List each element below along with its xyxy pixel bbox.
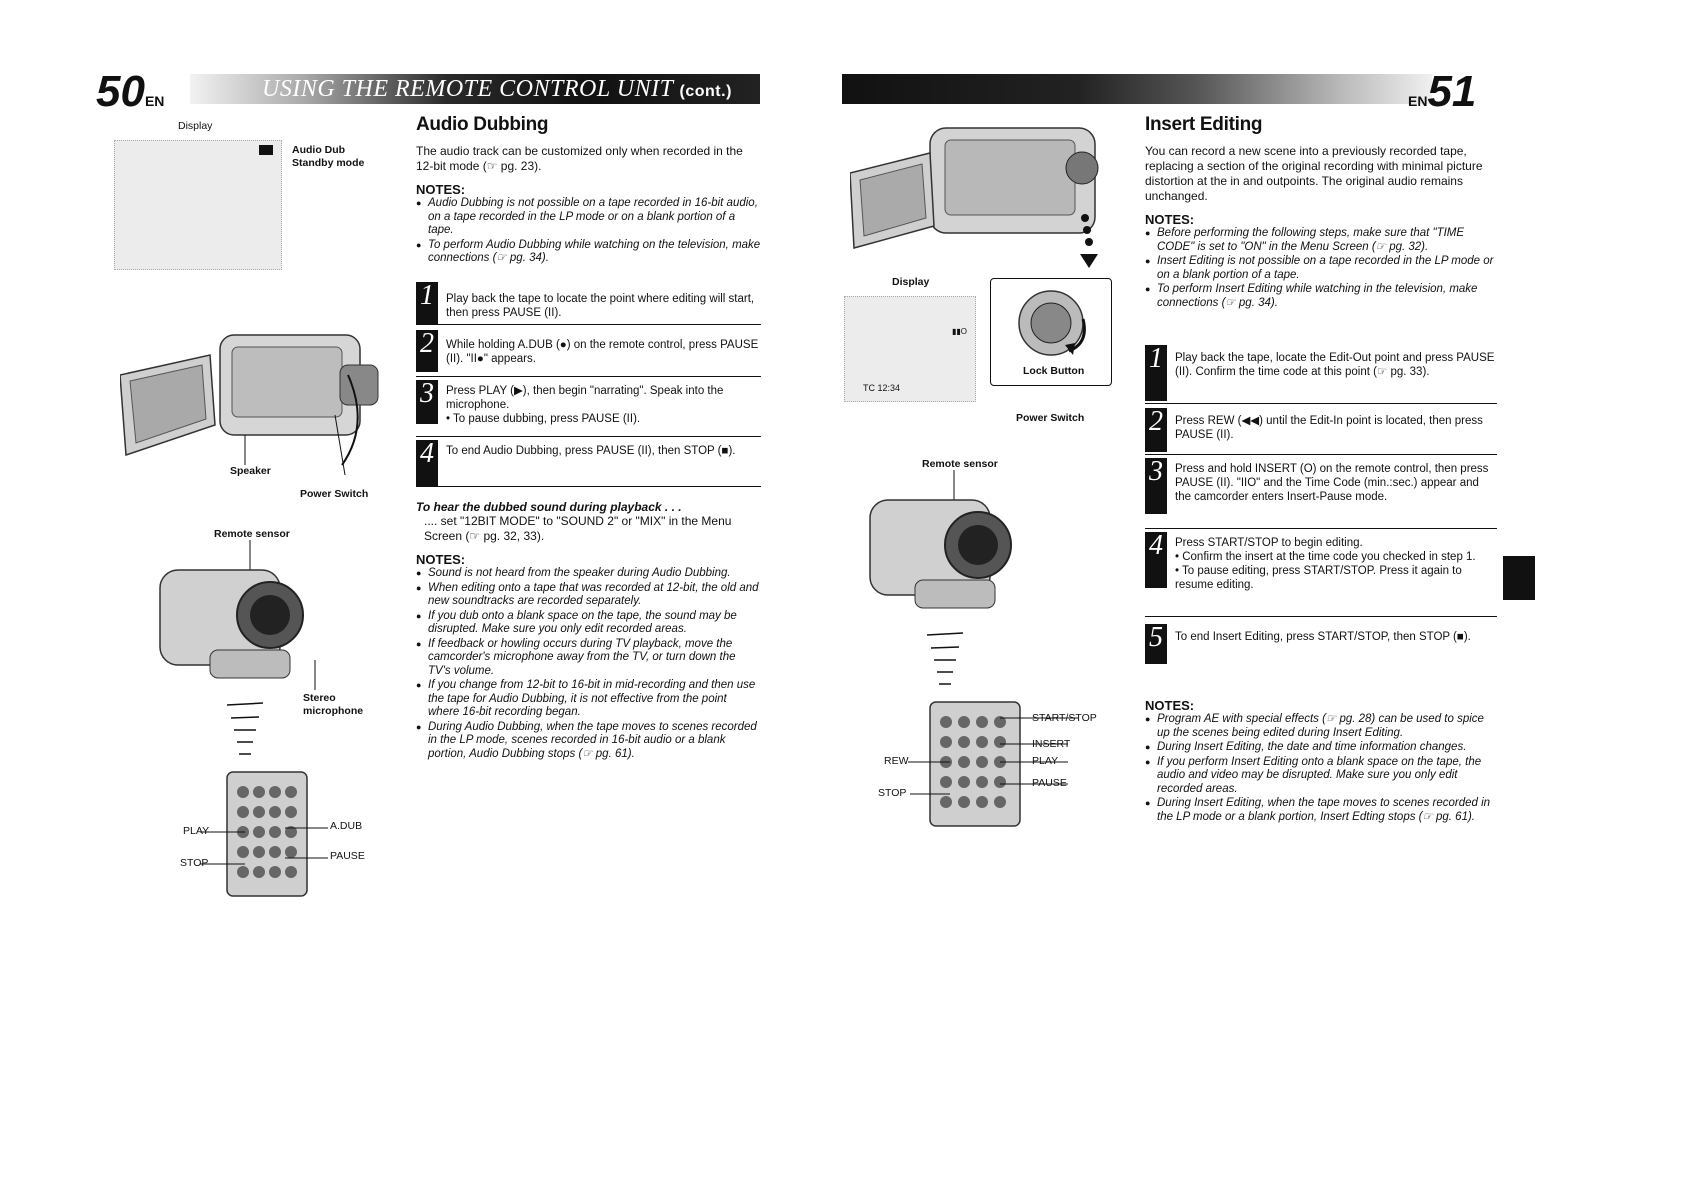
display-screen (114, 140, 282, 270)
display-label: Display (178, 120, 213, 132)
remote-sensor-label-right: Remote sensor (922, 458, 998, 470)
note-item: ● Sound is not heard from the speaker during Audio Dubbing. (416, 567, 761, 581)
step-1-right: 1 Play back the tape, locate the Edit-Out point and press PAUSE (II). Confirm the time code at this point (☞ pg. 33). (1145, 345, 1497, 404)
display-note: Audio Dub Standby mode (292, 144, 365, 169)
note-item: ● To perform Insert Editing while watching in the television, make connections (☞ pg. 34). (1145, 283, 1497, 310)
note-item: ● If you perform Insert Editing onto a blank space on the tape, the audio and video may be disrupted. Make sure you only edit recorded areas. (1145, 756, 1497, 797)
step-2: 2 While holding A.DUB (●) on the remote control, press PAUSE (II). "II●" appears. (416, 330, 761, 377)
step-4: 4 To end Audio Dubbing, press PAUSE (II), then STOP (■). (416, 440, 761, 487)
header-title: USING THE REMOTE CONTROL UNIT (262, 76, 674, 102)
section-title-insert-editing: Insert Editing (1145, 114, 1263, 135)
notes-list-2 (416, 567, 761, 761)
lock-button-inset (990, 278, 1112, 386)
notes-heading-2: NOTES: (416, 552, 466, 567)
page-number-right: EN51 (1408, 67, 1477, 116)
notes-heading: NOTES: (416, 182, 466, 197)
audio-dubbing-section (416, 114, 761, 267)
notes-list (416, 197, 761, 266)
adub-label: A.DUB (330, 820, 363, 832)
note-item: ● To perform Audio Dubbing while watching on the television, make connections (☞ pg. 34). (416, 239, 761, 266)
step-3-right: 3 Press and hold INSERT (O) on the remote control, then press PAUSE (II). "IIO" and the Time Code (min.:sec.) appear and the camcorder enters Insert-Pause mode. (1145, 458, 1497, 529)
page-tab-marker (1503, 556, 1535, 600)
audio-dubbing-intro: The audio track can be customized only when recorded in the 12-bit mode (☞ pg. 23). (416, 144, 743, 173)
header-suffix: (cont.) (679, 83, 732, 100)
power-switch-label: Power Switch (300, 488, 369, 500)
header-bar-right (842, 74, 1432, 104)
power-dial-icon (1009, 285, 1099, 361)
step-2-right: 2 Press REW (◀◀) until the Edit-In point is located, then press PAUSE (II). (1145, 408, 1497, 455)
notes-section-right-2 (1145, 698, 1497, 825)
remote-callout-lines (200, 820, 330, 880)
note-item: ● Insert Editing is not possible on a tape recorded in the LP mode or on a blank portion of a tape. (1145, 255, 1497, 282)
lock-button-label: Lock Button (1023, 365, 1085, 377)
playback-section (416, 500, 761, 762)
step-3: 3 Press PLAY (▶), then begin "narrating". Speak into the microphone. • To pause dubbing, press PAUSE (II). (416, 380, 761, 437)
section-title-audio-dubbing: Audio Dubbing (416, 114, 549, 135)
rew-label: REW (884, 755, 909, 767)
notes-list-right (1145, 227, 1497, 310)
camcorder-front-illustration-right (860, 470, 1030, 620)
dub-indicator-icon (259, 145, 273, 155)
remote-sensor-label: Remote sensor (214, 528, 290, 540)
note-item: ● During Insert Editing, when the tape moves to scenes recorded in the LP mode or a blank portion, Insert Edting stops (☞ pg. 61). (1145, 797, 1497, 824)
note-item: ● Program AE with special effects (☞ pg. 28) can be used to spice up the scenes being edited during Insert Editing. (1145, 713, 1497, 740)
note-item: ● When editing onto a tape that was recorded at 12-bit, the old and new soundtracks are recorded separately. (416, 582, 761, 609)
note-item: ● Before performing the following steps, make sure that "TIME CODE" is set to "ON" in the Menu Screen (☞ pg. 32). (1145, 227, 1497, 254)
playback-text: .... set "12BIT MODE" to "SOUND 2" or "MIX" in the Menu Screen (☞ pg. 32, 33). (424, 514, 732, 543)
stereo-microphone-label: Stereo microphone (303, 692, 364, 717)
pause-label: PAUSE (330, 850, 365, 862)
stop-label: STOP (180, 857, 209, 869)
notes-heading-right: NOTES: (1145, 212, 1195, 227)
display-label-right: Display (892, 276, 930, 288)
remote-signal-icon-right (925, 630, 965, 690)
display-counter: TC 12:34 (863, 383, 901, 393)
notes-list-right-2 (1145, 713, 1497, 824)
pause-label-right: PAUSE (1032, 777, 1067, 789)
speaker-label: Speaker (230, 465, 271, 477)
note-item: ● During Audio Dubbing, when the tape moves to scenes recorded in the LP mode, scenes recorded in 16-bit audio or a blank portion, Audio Dubbing stops (☞ pg. 61). (416, 721, 761, 762)
stop-label-right: STOP (878, 787, 907, 799)
start-stop-label: START/STOP (1032, 712, 1097, 724)
page-number-left: 50EN (96, 67, 165, 116)
camcorder-front-illustration (150, 540, 320, 690)
insert-editing-intro: You can record a new scene into a previously recorded tape, replacing a section of the original recording with minimal picture distortion at the in and outpoints. The original audio remains unchanged. (1145, 144, 1483, 203)
notes-heading-right-2: NOTES: (1145, 698, 1195, 713)
power-switch-label-right: Power Switch (1016, 412, 1085, 424)
camcorder-rear-illustration (850, 118, 1110, 278)
camcorder-illustration (120, 315, 380, 485)
play-label: PLAY (183, 825, 210, 837)
step-1: 1 Play back the tape to locate the point where editing will start, then press PAUSE (II). (416, 282, 761, 325)
note-item: ● If feedback or howling occurs during TV playback, move the camcorder's microphone away from the TV, or turn down the TV's volume. (416, 638, 761, 679)
step-5-right: 5 To end Insert Editing, press START/STOP, then STOP (■). (1145, 624, 1497, 664)
display-screen-right (844, 296, 976, 402)
note-item: ● Audio Dubbing is not possible on a tape recorded in 16-bit audio, on a tape recorded in the LP mode or on a blank portion of a tape. (416, 197, 761, 238)
insert-label: INSERT (1032, 738, 1071, 750)
playback-heading: To hear the dubbed sound during playback . . . (416, 500, 682, 514)
header-bar-left (190, 74, 760, 104)
display-mark: ▮▮O (951, 327, 967, 336)
remote-signal-icon (225, 700, 265, 760)
insert-editing-section (1145, 114, 1497, 311)
note-item: ● If you dub onto a blank space on the tape, the sound may be disrupted. Make sure you only edit recorded areas. (416, 610, 761, 637)
play-label-right: PLAY (1032, 755, 1059, 767)
step-4-right: 4 Press START/STOP to begin editing. • Confirm the insert at the time code you checked in step 1. • To pause editing, press START/STOP. Press it again to resume editing. (1145, 532, 1497, 617)
note-item: ● If you change from 12-bit to 16-bit in mid-recording and then use the tape for Audio Dubbing, it is not effective from the point where 16-bit recording began. (416, 679, 761, 720)
note-item: ● During Insert Editing, the date and time information changes. (1145, 741, 1497, 755)
